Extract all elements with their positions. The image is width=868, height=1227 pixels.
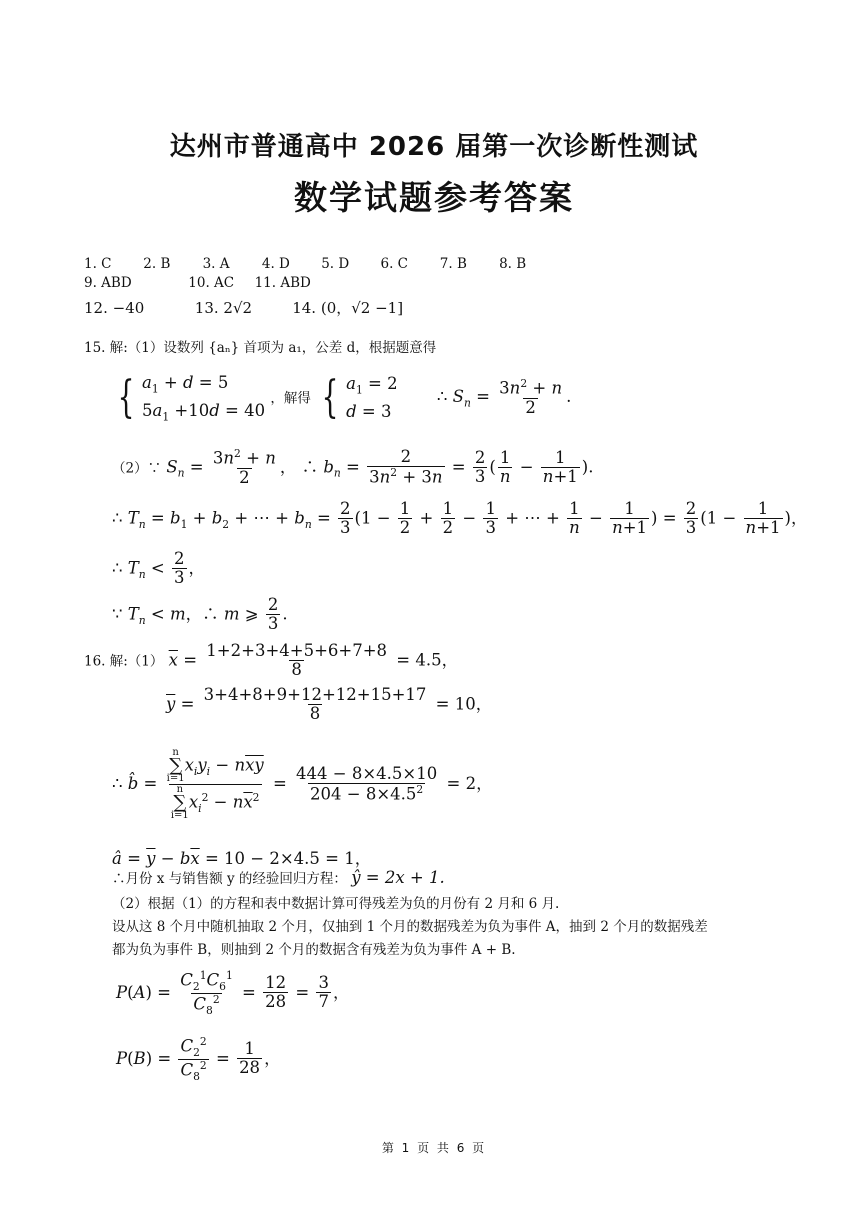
q16-intro: 16. 解:（1） bbox=[84, 653, 164, 670]
answer-2: 2. B bbox=[143, 256, 171, 272]
answer-8: 8. B bbox=[499, 256, 527, 272]
answer-6: 6. C bbox=[380, 256, 408, 272]
q15-part2-line3: ∴ $T_n$ < $\frac{2}{3}$ ， bbox=[112, 549, 205, 588]
answers-row-3 bbox=[84, 297, 403, 318]
answers-row-1 bbox=[84, 256, 554, 272]
q15-system: { $a_1 + d = 5$ $5a_1 +10d = 40$ ，解得 { $a_1 = 2$ d = 3 ∴ $S_n$ = $\frac{3n^2 + n}{2}$ . bbox=[117, 371, 572, 424]
q16-part2-line3: 都为负为事件 B，则抽到 2 个月的数据含有残差为负为事件 A + B. bbox=[112, 942, 516, 958]
q16-part2-line2: 设从这 8 个月中随机抽取 2 个月，仅抽到 1 个月的数据残差为负为事件 A，抽到 2 个月的数据残差 bbox=[112, 919, 708, 935]
answer-11: 11. ABD bbox=[254, 275, 311, 291]
answers-row-2 bbox=[84, 275, 311, 291]
page-footer: 第 1 页 共 6 页 bbox=[381, 1141, 487, 1155]
answer-13: 2√2 bbox=[223, 299, 253, 317]
answer-12: 12. −40 bbox=[84, 299, 145, 317]
answer-4: 4. D bbox=[261, 256, 290, 272]
q16-regression bbox=[112, 867, 445, 887]
q15-part2-line2: ∴ $T_n = b_1 + b_2$ + ⋯ + $b_n$ = $\frac{2}{3}$ (1 − $\frac{1}{2}$ + $\frac{1}{2}$ − $\frac{1}{3}$ + ⋯ + $\frac{1}{n}$ − $\frac{1}{n+1}$ ) = $\frac{2}{3}$ (1 − $\frac{1}{n+1}$ )， bbox=[112, 499, 808, 538]
q16-ybar: $\overline{y}$ = $\frac{3+4+8+9+12+12+15+17}{8}$ = 10， bbox=[166, 685, 493, 724]
regression-equation: ŷ = 2x + 1. bbox=[351, 868, 445, 887]
part2-prefix: （2）∵ bbox=[112, 460, 162, 477]
q16-xbar: 16. 解:（1） $\overline{x}$ = $\frac{1+2+3+4+5+6+7+8}{8}$ = 4.5， bbox=[84, 641, 459, 680]
q16-prob-b: P(B) = $\frac{C_2^2}{C_8^2}$ = $\frac{1}{28}$ ， bbox=[116, 1035, 281, 1083]
q16-prob-a: P(A) = $\frac{C_2^1C_6^1}{C_8^2}$ = $\frac{12}{28}$ = $\frac{3}{7}$ ， bbox=[116, 969, 350, 1017]
answer-10: 10. AC bbox=[188, 275, 235, 291]
q16-a-hat: â = $\overline{y} - b\overline{x} = 10 - 2\times 4.5 = 1$， bbox=[112, 849, 372, 868]
answer-1: 1. C bbox=[84, 256, 112, 272]
q16-b-hat: ∴ b̂ = n ∑ i=1 $x_iy_i - n\overline{xy}$ n ∑ i=1 $x_i^2 - n\overline{x}^2$ = $\frac{444 - 8\times 4.5\times 10}{204 - 8\times 4.5^2}$ = 2， bbox=[112, 747, 493, 822]
answer-14: (0，√2 −1] bbox=[320, 299, 404, 317]
answer-14-label: 14. bbox=[292, 299, 317, 317]
regression-text: ∴月份 x 与销售额 y 的经验回归方程： bbox=[112, 871, 347, 887]
answer-13-label: 13. bbox=[194, 299, 219, 317]
q16-part2-line1: （2）根据（1）的方程和表中数据计算可得残差为负的月份有 2 月和 6 月. bbox=[112, 896, 560, 912]
page-subtitle: 数学试题参考答案 bbox=[294, 178, 574, 217]
q15-part2-line1: （2）∵ $S_n$ = $\frac{3n^2 + n}{2}$ ， ∴ $b_n$ = $\frac{2}{3n^2 + 3n}$ = $\frac{2}{3}$ ( $\frac{1}{n}$ − $\frac{1}{n+1}$ ). bbox=[112, 447, 594, 487]
solve-word: ，解得 bbox=[270, 390, 311, 407]
answer-9: 9. ABD bbox=[84, 275, 132, 291]
answer-5: 5. D bbox=[321, 256, 350, 272]
q15-part2-line4: ∵ $T_n < m$，∴ m ⩾ $\frac{2}{3}$ . bbox=[112, 595, 288, 634]
page-title: 达州市普通高中 2026 届第一次诊断性测试 bbox=[169, 132, 699, 162]
q15-intro: 15. 解:（1）设数列 {aₙ} 首项为 a₁，公差 d，根据题意得 bbox=[84, 340, 437, 356]
answer-7: 7. B bbox=[439, 256, 467, 272]
answer-3: 3. A bbox=[202, 256, 230, 272]
